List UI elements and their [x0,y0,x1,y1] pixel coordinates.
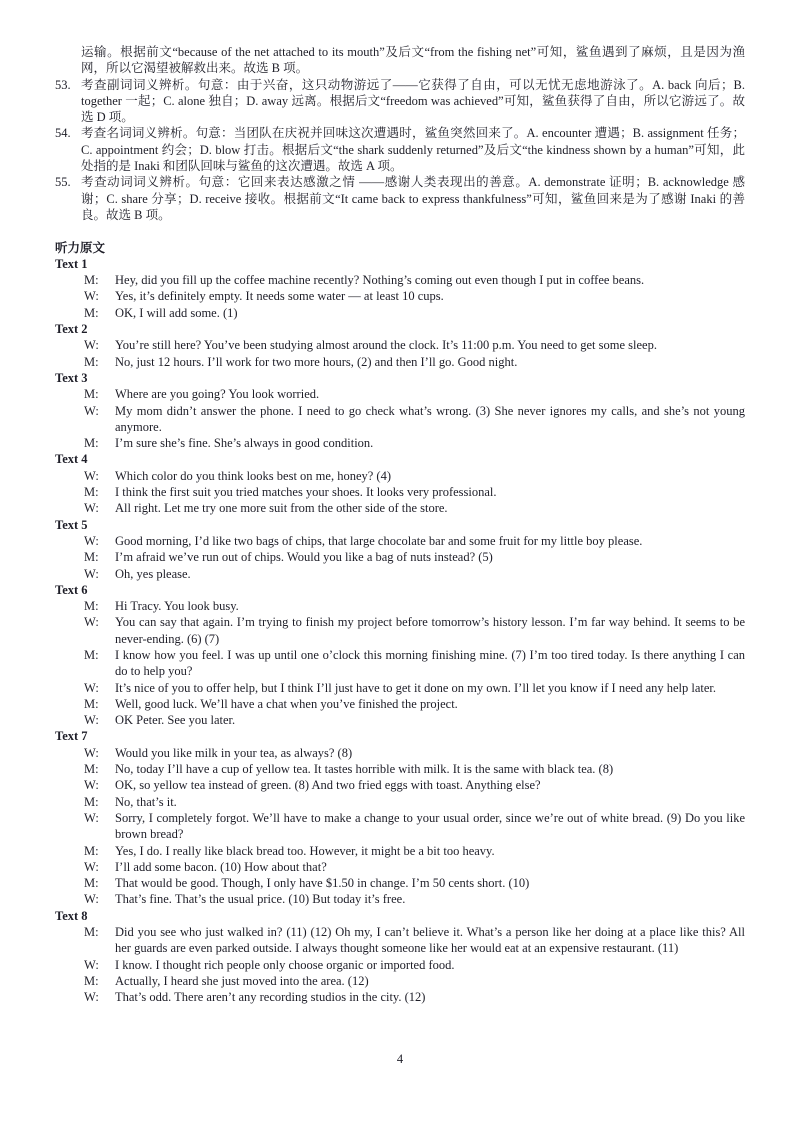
dialogue-text: I think the first suit you tried matches your shoes. It looks very professional. [115,485,497,500]
dialogue-text: I’m afraid we’ve run out of chips. Would you like a bag of nuts instead? (5) [115,550,493,565]
speaker-label: M: [84,354,99,369]
dialogue-line [55,761,745,777]
dialogue-text: I’m sure she’s fine. She’s always in good condition. [115,436,374,451]
dialogue-line [55,468,745,484]
explanation-text: 考查副词词义辨析。句意：由于兴奋，这只动物游远了——它获得了自由，可以无忧无虑地游泳了。A. back 向后；B. together 一起；C. alone 独自；D. away 远离。根据后文“freedom was achieved”可知，鲨鱼获得了自由，所以它游远了。故选 D 项。 [81,77,745,125]
speaker-label: W: [84,403,99,418]
dialogue-line [55,973,745,989]
dialogue-line [55,891,745,907]
listening-texts-section [55,256,745,1006]
explanation-text: 考查动词词义辨析。句意：它回来表达感激之情 ——感谢人类表现出的善意。A. demonstrate 证明；B. acknowledge 感谢；C. share 分享；D. receive 接收。根据前文“It came back to express thankfulness”可知，鲨鱼回来是为了感谢 Inaki 的善良。故选 B 项。 [81,175,745,222]
dialogue-text: I know. I thought rich people only choose organic or imported food. [115,957,455,972]
dialogue-text: OK, so yellow tea instead of green. (8) And two fried eggs with toast. Anything else? [115,778,541,793]
dialogue-text: Good morning, I’d like two bags of chips, that large chocolate bar and some fruit for my little boy please. [115,533,643,548]
dialogue-line [55,435,745,451]
dialogue-text: That would be good. Though, I only have $1.50 in change. I’m 50 cents short. (10) [115,876,530,891]
explanation-item [55,174,745,223]
speaker-label: M: [84,925,99,940]
dialogue-line [55,859,745,875]
dialogue-text: It’s nice of you to offer help, but I think I’ll just have to get it done on my own. I’ll let you know if I need any help later. [115,680,717,695]
dialogue-line [55,843,745,859]
text-block-label: Text 3 [55,370,88,385]
speaker-label: M: [84,387,99,402]
dialogue-text: Actually, I heard she just moved into the area. (12) [115,973,369,988]
speaker-label: M: [84,876,99,891]
dialogue-line [55,712,745,728]
dialogue-line [55,403,745,436]
dialogue-line [55,354,745,370]
dialogue-text: Sorry, I completely forgot. We’ll have to make a change to your usual order, since we’re out of white bread. (9) Do you like brown bread? [115,810,745,842]
speaker-label: M: [84,762,99,777]
explanation-text: 考查名词词义辨析。句意：当团队在庆祝并回味这次遭遇时，鲨鱼突然回来了。A. encounter 遭遇；B. assignment 任务；C. appointment 约会；D. blow 打击。根据后文“the shark suddenly returned”及后文“the kindness shown by a human”可知，此处指的是 Inaki 和团队回味与鲨鱼的这次遭遇。故选 A 项。 [81,126,745,174]
dialogue-line [55,598,745,614]
dialogue-line [55,500,745,516]
text-block-label: Text 8 [55,908,88,923]
speaker-label: W: [84,501,99,516]
speaker-label: W: [84,533,99,548]
dialogue-text: Where are you going? You look worried. [115,387,320,402]
dialogue-text: Yes, it’s definitely empty. It needs some water — at least 10 cups. [115,289,444,304]
dialogue-line [55,957,745,973]
explanation-number: 54. [55,126,71,141]
dialogue-text: No, today I’ll have a cup of yellow tea. It tastes horrible with milk. It is the same with black tea. (8) [115,762,614,777]
dialogue-line [55,305,745,321]
speaker-label: W: [84,778,99,793]
speaker-label: W: [84,468,99,483]
dialogue-line [55,549,745,565]
speaker-label: M: [84,305,99,320]
speaker-label: M: [84,973,99,988]
dialogue-line [55,875,745,891]
speaker-label: M: [84,436,99,451]
text-block-label: Text 7 [55,729,88,744]
speaker-label: W: [84,990,99,1005]
dialogue-text: No, that’s it. [115,794,177,809]
speaker-label: M: [84,843,99,858]
speaker-label: M: [84,696,99,711]
speaker-label: W: [84,680,99,695]
text-block-label: Text 2 [55,322,88,337]
speaker-label: M: [84,599,99,614]
speaker-label: M: [84,794,99,809]
text-block-label: Text 6 [55,582,88,597]
speaker-label: M: [84,550,99,565]
speaker-label: M: [84,647,99,662]
explanation-number [55,44,81,77]
dialogue-line [55,696,745,712]
text-block-label: Text 4 [55,452,88,467]
text-block-label: Text 1 [55,256,88,271]
dialogue-text: Would you like milk in your tea, as always? (8) [115,745,353,760]
dialogue-line [55,272,745,288]
dialogue-text: OK Peter. See you later. [115,713,236,728]
dialogue-text: That’s fine. That’s the usual price. (10) But today it’s free. [115,892,406,907]
explanation-item [55,44,745,77]
explanation-text: 运输。根据前文“because of the net attached to its mouth”及后文“from the fishing net”可知，鲨鱼遇到了麻烦，且是因为渔网，所以它渴望被解救出来。故选 B 项。 [81,45,745,76]
text-block-label: Text 5 [55,517,88,532]
dialogue-line [55,777,745,793]
dialogue-line [55,794,745,810]
dialogue-line [55,386,745,402]
dialogue-text: That’s odd. There aren’t any recording studios in the city. (12) [115,990,426,1005]
dialogue-line [55,337,745,353]
dialogue-line [55,810,745,843]
speaker-label: W: [84,566,99,581]
speaker-label: W: [84,615,99,630]
speaker-label: M: [84,485,99,500]
dialogue-text: Which color do you think looks best on me, honey? (4) [115,468,391,483]
dialogue-line [55,924,745,957]
speaker-label: W: [84,859,99,874]
dialogue-line [55,288,745,304]
speaker-label: W: [84,892,99,907]
dialogue-text: All right. Let me try one more suit from the other side of the store. [115,501,448,516]
dialogue-text: You’re still here? You’ve been studying almost around the clock. It’s 11:00 p.m. You need to get some sleep. [115,338,657,353]
dialogue-text: Hey, did you fill up the coffee machine recently? Nothing’s coming out even though I put in coffee beans. [115,273,645,288]
dialogue-text: Hi Tracy. You look busy. [115,599,239,614]
speaker-label: W: [84,338,99,353]
dialogue-text: Oh, yes please. [115,566,191,581]
dialogue-text: I’ll add some bacon. (10) How about that? [115,859,327,874]
page-number: 4 [396,1052,404,1066]
dialogue-text: Well, good luck. We’ll have a chat when you’ve finished the project. [115,696,458,711]
speaker-label: W: [84,713,99,728]
explanation-item [55,125,745,174]
speaker-label: M: [84,273,99,288]
dialogue-line [55,989,745,1005]
dialogue-text: OK, I will add some. (1) [115,305,238,320]
dialogue-line [55,614,745,647]
speaker-label: W: [84,745,99,760]
dialogue-text: My mom didn’t answer the phone. I need to go check what’s wrong. (3) She never ignores my calls, and she’s not young anymore. [115,403,745,434]
dialogue-text: No, just 12 hours. I’ll work for two more hours, (2) and then I’ll go. Good night. [115,354,518,369]
speaker-label: W: [84,810,99,825]
dialogue-text: I know how you feel. I was up until one o’clock this morning finishing mine. (7) I’m too tired today. Is there anything I can do to help you? [115,647,745,679]
document-page [55,44,745,1006]
explanation-number: 53. [55,77,71,92]
dialogue-line [55,647,745,680]
dialogue-line [55,484,745,500]
dialogue-text: You can say that again. I’m trying to finish my project before tomorrow’s history lesson. I’m far way behind. It seems to be never-ending. (6) (7) [115,615,745,646]
dialogue-line [55,566,745,582]
dialogue-line [55,680,745,696]
dialogue-line [55,745,745,761]
speaker-label: W: [84,289,99,304]
listening-transcript-heading: 听力原文 [55,240,106,255]
dialogue-text: Did you see who just walked in? (11) (12) Oh my, I can’t believe it. What’s a person like her doing at a place like this? All her guards are even parked outside. I always thought someone like her would eat at an expensive restaurant. (11) [115,925,745,956]
speaker-label: W: [84,957,99,972]
answer-explanations-section [55,44,745,223]
dialogue-line [55,533,745,549]
explanation-item [55,77,745,126]
explanation-number: 55. [55,175,71,190]
dialogue-text: Yes, I do. I really like black bread too. However, it might be a bit too heavy. [115,843,495,858]
